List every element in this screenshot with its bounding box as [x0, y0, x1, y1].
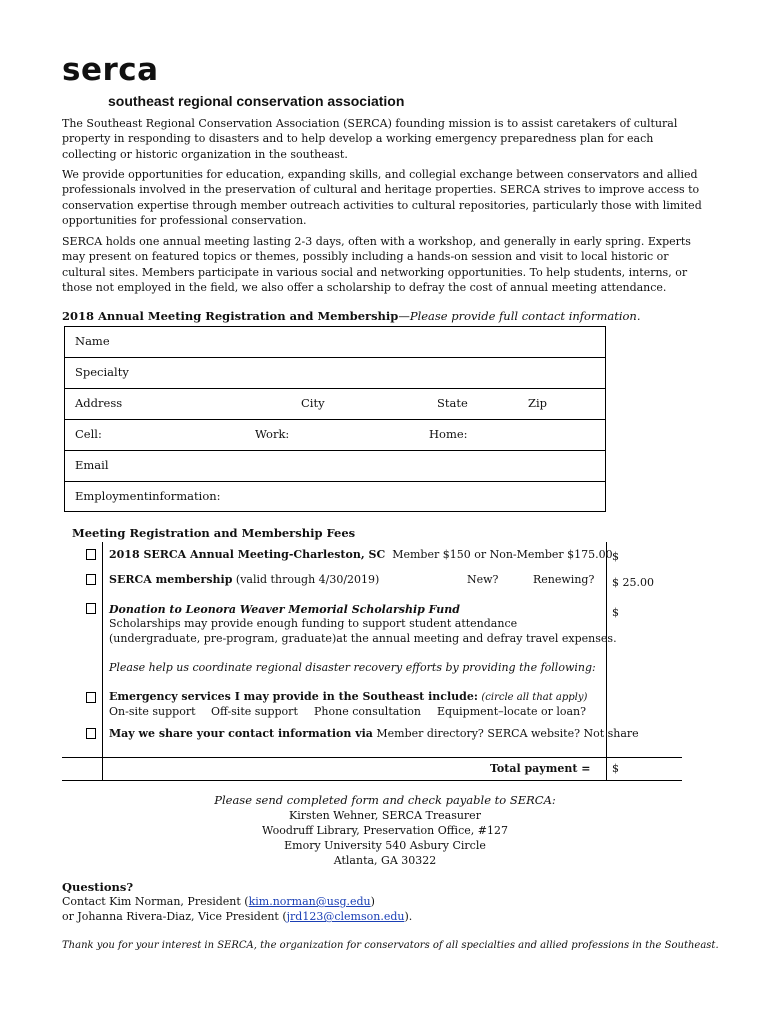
fees-total-bottom-line — [62, 780, 682, 781]
donation-description-1: Scholarships may provide enough funding to support student attendance — [109, 617, 518, 630]
thank-you-note: Thank you for your interest in SERCA, the organization for conservators of all specialties and allied professions in the Southeast. — [62, 940, 719, 951]
meeting-row: 2018 SERCA Annual Meeting-Charleston, SC Member $150 or Non-Member $175.00 — [109, 548, 613, 561]
specialty-label: Specialty — [75, 365, 129, 379]
emergency-option-equipment[interactable]: Equipment–locate or loan? — [437, 705, 587, 718]
phone-field[interactable] — [65, 420, 605, 451]
fees-left-divider — [102, 542, 103, 781]
name-field[interactable] — [65, 327, 605, 358]
donation-description-2: (undergraduate, pre-program, graduate)at the annual meeting and defray travel expenses. — [109, 632, 617, 645]
donation-label: Donation to Leonora Weaver Memorial Scholarship Fund — [109, 603, 460, 616]
questions-title: Questions? — [62, 880, 134, 894]
emergency-label: Emergency services I may provide in the Southeast include: (circle all that apply) — [109, 690, 588, 703]
specialty-field[interactable] — [65, 358, 605, 389]
mailing-line-1: Kirsten Wehner, SERCA Treasurer — [289, 809, 481, 822]
meeting-checkbox[interactable] — [86, 549, 96, 560]
membership-amount: $ 25.00 — [612, 576, 654, 589]
address-label: Address — [75, 396, 123, 410]
mailing-line-2: Woodruff Library, Preservation Office, #127 — [262, 824, 508, 837]
registration-title: 2018 Annual Meeting Registration and Membership—Please provide full contact information. — [62, 309, 641, 323]
work-label: Work: — [255, 427, 290, 441]
intro-paragraph-3: SERCA holds one annual meeting lasting 2-3 days, often with a workshop, and generally in early spring. Experts may present on featured topics or themes, possibly including a hands-on session and visit to local historic or cultural sites. Members participate in various social and networking opportunities. To help students, interns, or those not employed in the field, we also offer a scholarship to defray the cost of annual meeting attendance. — [62, 235, 691, 294]
questions-line-1: Contact Kim Norman, President (kim.norman@usg.edu) — [62, 895, 375, 908]
serca-logo: serca — [62, 52, 159, 88]
membership-renewing-option[interactable]: Renewing? — [533, 573, 595, 586]
vice-president-email-link[interactable]: jrd123@clemson.edu — [286, 910, 405, 923]
employment-field[interactable] — [65, 482, 605, 513]
emergency-checkbox[interactable] — [86, 692, 96, 703]
donation-amount[interactable]: $ — [612, 606, 619, 619]
city-label: City — [301, 396, 325, 410]
membership-checkbox[interactable] — [86, 574, 96, 585]
membership-new-option[interactable]: New? — [467, 573, 499, 586]
questions-line-2: or Johanna Rivera-Diaz, Vice President (jrd123@clemson.edu). — [62, 910, 413, 923]
email-field[interactable] — [65, 451, 605, 482]
name-label: Name — [75, 334, 110, 348]
president-email-link[interactable]: kim.norman@usg.edu — [248, 895, 371, 908]
intro-paragraph-1: The Southeast Regional Conservation Association (SERCA) founding mission is to assist caretakers of cultural property in responding to disasters and to help develop a working emergency preparedness plan for each collecting or historic organization in the southeast. — [62, 117, 678, 161]
fees-title: Meeting Registration and Membership Fees — [72, 526, 356, 540]
contact-info-table — [64, 326, 606, 512]
email-label: Email — [75, 458, 109, 472]
emergency-option-onsite[interactable]: On-site support — [109, 705, 196, 718]
home-label: Home: — [429, 427, 468, 441]
fees-right-divider — [606, 542, 607, 781]
mailing-line-3: Emory University 540 Asbury Circle — [284, 839, 486, 852]
mailing-line-4: Atlanta, GA 30322 — [333, 854, 437, 867]
cell-label: Cell: — [75, 427, 102, 441]
fees-total-top-line — [62, 757, 682, 758]
emergency-option-offsite[interactable]: Off-site support — [211, 705, 298, 718]
state-label: State — [437, 396, 468, 410]
mailing-instruction: Please send completed form and check payable to SERCA: — [214, 793, 556, 807]
membership-row: SERCA membership (valid through 4/30/2019) — [109, 573, 380, 586]
organization-subtitle: southeast regional conservation association — [108, 93, 405, 109]
total-payment-amount[interactable]: $ — [612, 762, 619, 775]
meeting-amount[interactable]: $ — [612, 550, 619, 563]
share-checkbox[interactable] — [86, 728, 96, 739]
emergency-option-phone[interactable]: Phone consultation — [314, 705, 421, 718]
donation-checkbox[interactable] — [86, 603, 96, 614]
employment-label: Employmentinformation: — [75, 489, 221, 503]
total-payment-label: Total payment = — [490, 762, 591, 775]
share-row: May we share your contact information via Member directory? SERCA website? Not share — [109, 727, 639, 740]
address-field[interactable] — [65, 389, 605, 420]
help-note: Please help us coordinate regional disaster recovery efforts by providing the following: — [109, 661, 596, 674]
intro-paragraph-2: We provide opportunities for education, expanding skills, and collegial exchange between conservators and allied professionals involved in the preservation of cultural and heritage properties. SERCA strives to improve access to conservation expertise through member outreach activities to cultural repositories, particularly those with limited opportunities for professional conservation. — [62, 168, 702, 227]
zip-label: Zip — [528, 396, 548, 410]
